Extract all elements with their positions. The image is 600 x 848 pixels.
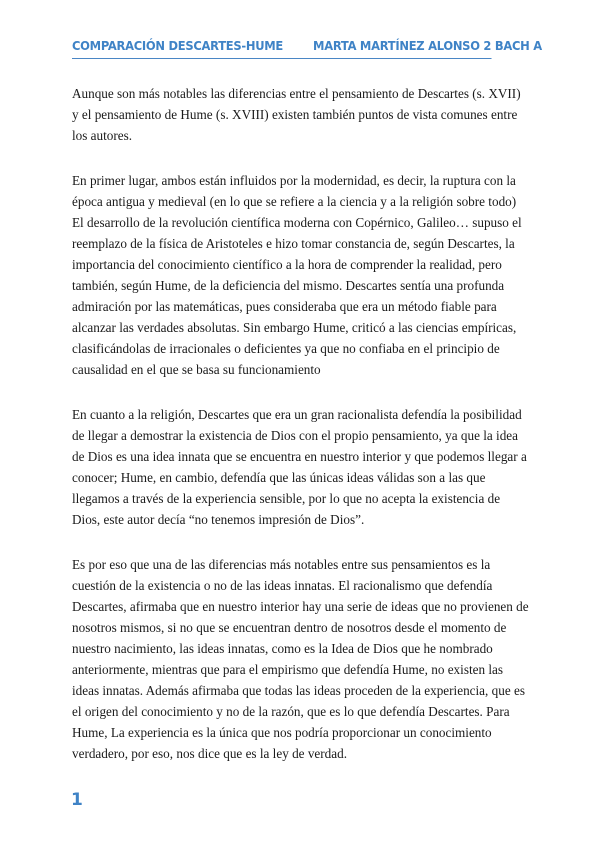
paragraph-intro: Aunque son más notables las diferencias entre el pensamiento de Descartes (s. XVII) y el pensamiento de Hume (s. XVIII) existen también puntos de vista comunes entre los autores. xyxy=(72,86,521,143)
header-title: COMPARACIÓN DESCARTES-HUME xyxy=(72,38,284,53)
page-header xyxy=(72,38,542,59)
header-author: MARTA MARTÍNEZ ALONSO 2 BACH A xyxy=(313,38,542,53)
document-body xyxy=(72,83,530,788)
paragraph-innate-ideas: Es por eso que una de las diferencias más notables entre sus pensamientos es la cuestión de la existencia o no de las ideas innatas. El racionalismo que defendía Descartes, afirmaba que en nuestro interior hay una serie de ideas que no provienen de nosotros mismos, si no que se encuentran dentro de nosotros desde el momento de nuestro nacimiento, las ideas innatas, como es la Idea de Dios que he nombrado anteriormente, mientras que para el empirismo que defendía Hume, no existen las ideas innatas. Además afirmaba que todas las ideas proceden de la experiencia, que es el origen del conocimiento y no de la razón, que es lo que defendía Descartes. Para Hume, La experiencia es la única que nos podría proporcionar un conocimiento verdadero, por eso, nos dice que es la ley de verdad. xyxy=(72,557,529,761)
paragraph-modernity: En primer lugar, ambos están influidos por la modernidad, es decir, la ruptura con la época antigua y medieval (en lo que se refiere a la ciencia y a la religión sobre todo) El desarrollo de la revolución científica moderna con Copérnico, Galileo… supuso el reemplazo de la física de Aristoteles e hizo tomar constancia de, según Descartes, la importancia del conocimiento científico a la hora de comprender la realidad, pero también, según Hume, de la deficiencia del mismo. Descartes sentía una profunda admiración por las matemáticas, pues consideraba que era un método fiable para alcanzar las verdades absolutas. Sin embargo Hume, criticó a las ciencias empíricas, clasificándolas de irracionales o deficientes ya que no confiaba en el principio de causalidad en el que se basa su funcionamiento xyxy=(72,173,522,377)
paragraph-religion: En cuanto a la religión, Descartes que era un gran racionalista defendía la posibilidad de llegar a demostrar la existencia de Dios con el propio pensamiento, ya que la idea de Dios es una idea innata que se encuentra en nuestro interior y que podemos llegar a conocer; Hume, en cambio, defendía que las únicas ideas válidas son a las que llegamos a través de la experiencia sensible, por lo que no acepta la existencia de Dios, este autor decía “no tenemos impresión de Dios”. xyxy=(72,407,527,527)
page-number: 1 xyxy=(71,790,83,810)
